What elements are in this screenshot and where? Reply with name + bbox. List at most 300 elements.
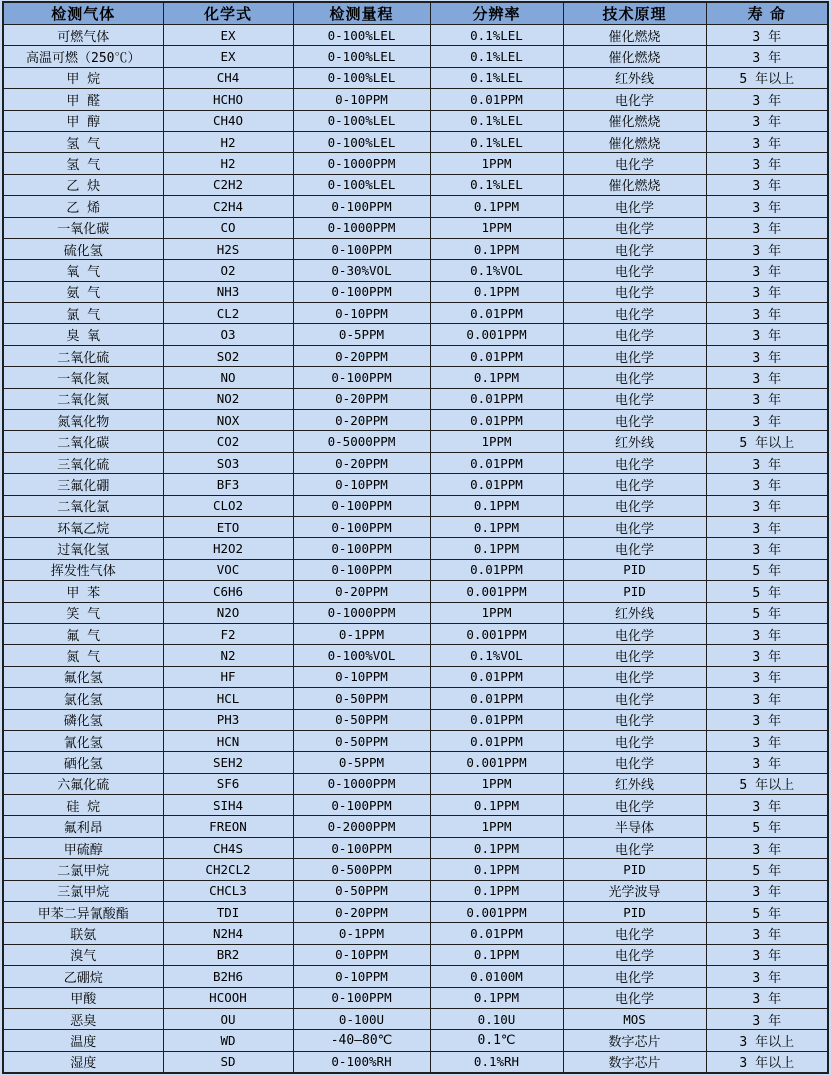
cell-range: 0-100PPM (293, 495, 430, 516)
cell-range: 0-100%RH (293, 1051, 430, 1072)
table-row (3, 196, 828, 217)
cell-formula: H2S (163, 238, 293, 259)
cell-lifespan: 5 年 (706, 602, 828, 623)
table-row (3, 816, 828, 837)
cell-principle: 电化学 (563, 538, 706, 559)
cell-gas: 乙 烯 (3, 196, 163, 217)
cell-resolution: 0.01PPM (430, 923, 563, 944)
cell-principle: PID (563, 581, 706, 602)
cell-range: 0-100PPM (293, 987, 430, 1008)
table-row (3, 730, 828, 751)
cell-principle: PID (563, 859, 706, 880)
cell-principle: 电化学 (563, 623, 706, 644)
cell-principle: 电化学 (563, 452, 706, 473)
cell-resolution: 0.01PPM (430, 345, 563, 366)
cell-resolution: 1PPM (430, 816, 563, 837)
cell-lifespan: 3 年 (706, 752, 828, 773)
column-header-lifespan: 寿 命 (706, 2, 828, 25)
cell-principle: 电化学 (563, 987, 706, 1008)
cell-lifespan: 3 年 (706, 410, 828, 431)
cell-lifespan: 3 年 (706, 303, 828, 324)
gas-sensor-spec-table (2, 1, 829, 1074)
cell-lifespan: 3 年 (706, 538, 828, 559)
cell-range: 0-2000PPM (293, 816, 430, 837)
table-row (3, 944, 828, 965)
cell-formula: O2 (163, 260, 293, 281)
cell-resolution: 0.01PPM (430, 709, 563, 730)
cell-gas: 二氧化硫 (3, 345, 163, 366)
cell-formula: WD (163, 1030, 293, 1051)
cell-range: 0-1000PPM (293, 217, 430, 238)
cell-formula: CH4 (163, 67, 293, 88)
cell-lifespan: 3 年 (706, 131, 828, 152)
cell-range: 0-10PPM (293, 966, 430, 987)
cell-gas: 氯化氢 (3, 688, 163, 709)
column-header-resolution: 分辨率 (430, 2, 563, 25)
cell-principle: 电化学 (563, 730, 706, 751)
cell-range: 0-20PPM (293, 345, 430, 366)
cell-principle: 催化燃烧 (563, 46, 706, 67)
cell-range: 0-100U (293, 1008, 430, 1029)
cell-gas: 氮 气 (3, 645, 163, 666)
cell-range: 0-5PPM (293, 752, 430, 773)
cell-principle: 电化学 (563, 303, 706, 324)
cell-resolution: 0.1%LEL (430, 46, 563, 67)
cell-resolution: 0.1PPM (430, 859, 563, 880)
cell-resolution: 0.1PPM (430, 987, 563, 1008)
cell-formula: HCHO (163, 89, 293, 110)
cell-range: 0-10PPM (293, 303, 430, 324)
cell-gas: 过氧化氢 (3, 538, 163, 559)
cell-lifespan: 3 年 (706, 623, 828, 644)
cell-resolution: 0.01PPM (430, 89, 563, 110)
cell-formula: CH4O (163, 110, 293, 131)
cell-resolution: 0.1%LEL (430, 131, 563, 152)
cell-gas: 乙硼烷 (3, 966, 163, 987)
cell-lifespan: 5 年 (706, 902, 828, 923)
cell-principle: PID (563, 559, 706, 580)
cell-formula: C6H6 (163, 581, 293, 602)
cell-formula: N2O (163, 602, 293, 623)
cell-resolution: 0.1PPM (430, 880, 563, 901)
cell-lifespan: 3 年 (706, 474, 828, 495)
cell-resolution: 0.10U (430, 1008, 563, 1029)
cell-range: 0-10PPM (293, 666, 430, 687)
cell-gas: 氟化氢 (3, 666, 163, 687)
cell-principle: PID (563, 902, 706, 923)
cell-principle: 电化学 (563, 367, 706, 388)
cell-lifespan: 3 年 (706, 880, 828, 901)
cell-gas: 磷化氢 (3, 709, 163, 730)
cell-principle: 催化燃烧 (563, 25, 706, 46)
cell-principle: 电化学 (563, 345, 706, 366)
table-row (3, 581, 828, 602)
cell-formula: CO (163, 217, 293, 238)
cell-range: 0-20PPM (293, 581, 430, 602)
cell-formula: HF (163, 666, 293, 687)
cell-range: 0-50PPM (293, 709, 430, 730)
cell-gas: 氨 气 (3, 281, 163, 302)
cell-lifespan: 3 年 (706, 345, 828, 366)
cell-principle: 电化学 (563, 966, 706, 987)
cell-resolution: 0.01PPM (430, 666, 563, 687)
cell-formula: SIH4 (163, 795, 293, 816)
cell-principle: 电化学 (563, 666, 706, 687)
cell-lifespan: 3 年 (706, 987, 828, 1008)
table-row (3, 238, 828, 259)
cell-lifespan: 5 年 (706, 559, 828, 580)
cell-lifespan: 3 年 (706, 666, 828, 687)
cell-principle: 电化学 (563, 516, 706, 537)
cell-formula: NOX (163, 410, 293, 431)
table-row (3, 859, 828, 880)
column-header-principle: 技术原理 (563, 2, 706, 25)
cell-range: -40—80℃ (293, 1030, 430, 1051)
cell-principle: 电化学 (563, 238, 706, 259)
cell-formula: ETO (163, 516, 293, 537)
cell-lifespan: 5 年以上 (706, 67, 828, 88)
cell-principle: 红外线 (563, 67, 706, 88)
cell-gas: 三氧化硫 (3, 452, 163, 473)
cell-lifespan: 3 年 (706, 196, 828, 217)
table-row (3, 559, 828, 580)
cell-resolution: 0.1PPM (430, 795, 563, 816)
cell-formula: C2H4 (163, 196, 293, 217)
cell-principle: 电化学 (563, 410, 706, 431)
cell-resolution: 0.1%LEL (430, 110, 563, 131)
cell-gas: 甲酸 (3, 987, 163, 1008)
cell-principle: 电化学 (563, 153, 706, 174)
cell-formula: HCL (163, 688, 293, 709)
cell-formula: NO (163, 367, 293, 388)
cell-gas: 二氯甲烷 (3, 859, 163, 880)
table-row (3, 645, 828, 666)
cell-formula: SD (163, 1051, 293, 1072)
cell-formula: H2O2 (163, 538, 293, 559)
cell-gas: 环氧乙烷 (3, 516, 163, 537)
cell-range: 0-100%LEL (293, 67, 430, 88)
table-row (3, 217, 828, 238)
cell-resolution: 0.01PPM (430, 410, 563, 431)
cell-gas: 三氯甲烷 (3, 880, 163, 901)
table-row (3, 46, 828, 67)
table-row (3, 602, 828, 623)
cell-gas: 可燃气体 (3, 25, 163, 46)
cell-gas: 硅 烷 (3, 795, 163, 816)
cell-range: 0-1000PPM (293, 153, 430, 174)
cell-formula: H2 (163, 131, 293, 152)
cell-principle: 电化学 (563, 645, 706, 666)
cell-gas: 甲 烷 (3, 67, 163, 88)
cell-gas: 氢 气 (3, 131, 163, 152)
cell-resolution: 0.1PPM (430, 944, 563, 965)
cell-range: 0-50PPM (293, 880, 430, 901)
cell-gas: 高温可燃（250℃） (3, 46, 163, 67)
cell-principle: 电化学 (563, 324, 706, 345)
table-row (3, 153, 828, 174)
cell-range: 0-100PPM (293, 196, 430, 217)
cell-formula: TDI (163, 902, 293, 923)
cell-formula: B2H6 (163, 966, 293, 987)
table-row (3, 410, 828, 431)
cell-gas: 甲 苯 (3, 581, 163, 602)
cell-lifespan: 5 年 (706, 859, 828, 880)
table-row (3, 923, 828, 944)
cell-range: 0-100%LEL (293, 46, 430, 67)
cell-lifespan: 3 年 (706, 25, 828, 46)
cell-formula: O3 (163, 324, 293, 345)
cell-range: 0-100PPM (293, 559, 430, 580)
cell-resolution: 0.001PPM (430, 324, 563, 345)
cell-lifespan: 3 年 (706, 645, 828, 666)
cell-resolution: 0.001PPM (430, 752, 563, 773)
cell-range: 0-1PPM (293, 923, 430, 944)
cell-lifespan: 3 年 (706, 324, 828, 345)
cell-range: 0-100PPM (293, 281, 430, 302)
cell-resolution: 0.01PPM (430, 388, 563, 409)
table-row (3, 666, 828, 687)
cell-lifespan: 3 年 (706, 153, 828, 174)
cell-lifespan: 3 年 (706, 260, 828, 281)
table-row (3, 987, 828, 1008)
cell-gas: 甲 醛 (3, 89, 163, 110)
cell-principle: 数字芯片 (563, 1030, 706, 1051)
cell-lifespan: 3 年 (706, 795, 828, 816)
table-row (3, 623, 828, 644)
cell-principle: 电化学 (563, 260, 706, 281)
table-row (3, 709, 828, 730)
cell-principle: 电化学 (563, 196, 706, 217)
cell-gas: 二氧化氯 (3, 495, 163, 516)
cell-principle: 电化学 (563, 281, 706, 302)
cell-gas: 联氨 (3, 923, 163, 944)
cell-gas: 笑 气 (3, 602, 163, 623)
cell-formula: H2 (163, 153, 293, 174)
table-row (3, 1030, 828, 1051)
cell-resolution: 0.1%LEL (430, 67, 563, 88)
table-row (3, 516, 828, 537)
cell-range: 0-100PPM (293, 795, 430, 816)
table-row (3, 324, 828, 345)
cell-gas: 氧 气 (3, 260, 163, 281)
cell-gas: 臭 氧 (3, 324, 163, 345)
cell-lifespan: 5 年以上 (706, 431, 828, 452)
cell-gas: 甲苯二异氰酸酯 (3, 902, 163, 923)
cell-lifespan: 3 年以上 (706, 1051, 828, 1072)
cell-resolution: 1PPM (430, 602, 563, 623)
table-row (3, 174, 828, 195)
cell-principle: 电化学 (563, 837, 706, 858)
cell-range: 0-100PPM (293, 837, 430, 858)
cell-principle: 光学波导 (563, 880, 706, 901)
cell-resolution: 0.1PPM (430, 367, 563, 388)
cell-principle: 电化学 (563, 795, 706, 816)
cell-gas: 一氧化氮 (3, 367, 163, 388)
cell-lifespan: 3 年 (706, 388, 828, 409)
cell-formula: FREON (163, 816, 293, 837)
cell-range: 0-50PPM (293, 688, 430, 709)
cell-gas: 硫化氢 (3, 238, 163, 259)
cell-formula: NH3 (163, 281, 293, 302)
cell-range: 0-100PPM (293, 538, 430, 559)
cell-resolution: 0.001PPM (430, 581, 563, 602)
cell-range: 0-100PPM (293, 516, 430, 537)
cell-resolution: 0.01PPM (430, 559, 563, 580)
cell-principle: 催化燃烧 (563, 110, 706, 131)
cell-lifespan: 3 年 (706, 944, 828, 965)
cell-resolution: 0.1%VOL (430, 645, 563, 666)
table-row (3, 837, 828, 858)
cell-range: 0-10PPM (293, 89, 430, 110)
cell-range: 0-500PPM (293, 859, 430, 880)
table-row (3, 388, 828, 409)
cell-principle: 半导体 (563, 816, 706, 837)
cell-range: 0-100%LEL (293, 25, 430, 46)
cell-principle: 电化学 (563, 944, 706, 965)
cell-principle: 电化学 (563, 217, 706, 238)
cell-range: 0-5PPM (293, 324, 430, 345)
table-row (3, 431, 828, 452)
cell-gas: 一氧化碳 (3, 217, 163, 238)
cell-principle: MOS (563, 1008, 706, 1029)
table-row (3, 89, 828, 110)
cell-resolution: 0.1%LEL (430, 25, 563, 46)
cell-principle: 电化学 (563, 688, 706, 709)
cell-principle: 电化学 (563, 709, 706, 730)
cell-gas: 甲 醇 (3, 110, 163, 131)
cell-gas: 二氧化氮 (3, 388, 163, 409)
cell-principle: 电化学 (563, 474, 706, 495)
table-row (3, 67, 828, 88)
cell-principle: 电化学 (563, 752, 706, 773)
cell-formula: N2 (163, 645, 293, 666)
cell-principle: 电化学 (563, 89, 706, 110)
cell-range: 0-10PPM (293, 944, 430, 965)
cell-resolution: 1PPM (430, 153, 563, 174)
cell-formula: OU (163, 1008, 293, 1029)
cell-range: 0-100%LEL (293, 174, 430, 195)
cell-lifespan: 3 年 (706, 923, 828, 944)
table-row (3, 752, 828, 773)
cell-range: 0-100%LEL (293, 110, 430, 131)
cell-gas: 氟 气 (3, 623, 163, 644)
cell-resolution: 0.01PPM (430, 730, 563, 751)
cell-lifespan: 3 年 (706, 495, 828, 516)
cell-formula: CLO2 (163, 495, 293, 516)
cell-gas: 氟利昂 (3, 816, 163, 837)
cell-gas: 温度 (3, 1030, 163, 1051)
cell-principle: 电化学 (563, 388, 706, 409)
table-row (3, 281, 828, 302)
cell-principle: 电化学 (563, 495, 706, 516)
table-row (3, 495, 828, 516)
table-row (3, 1051, 828, 1072)
table-row (3, 538, 828, 559)
cell-formula: N2H4 (163, 923, 293, 944)
cell-lifespan: 3 年 (706, 174, 828, 195)
column-header-gas: 检测气体 (3, 2, 163, 25)
cell-lifespan: 5 年以上 (706, 773, 828, 794)
cell-resolution: 0.1PPM (430, 837, 563, 858)
cell-resolution: 0.1PPM (430, 238, 563, 259)
cell-gas: 挥发性气体 (3, 559, 163, 580)
cell-formula: SO3 (163, 452, 293, 473)
cell-formula: BR2 (163, 944, 293, 965)
cell-range: 0-100PPM (293, 238, 430, 259)
cell-formula: VOC (163, 559, 293, 580)
table-row (3, 452, 828, 473)
cell-lifespan: 3 年以上 (706, 1030, 828, 1051)
cell-formula: F2 (163, 623, 293, 644)
cell-lifespan: 3 年 (706, 46, 828, 67)
cell-formula: CH4S (163, 837, 293, 858)
cell-resolution: 0.1℃ (430, 1030, 563, 1051)
table-row (3, 110, 828, 131)
cell-range: 0-20PPM (293, 410, 430, 431)
cell-gas: 二氧化碳 (3, 431, 163, 452)
cell-gas: 三氟化硼 (3, 474, 163, 495)
cell-gas: 六氟化硫 (3, 773, 163, 794)
cell-formula: CL2 (163, 303, 293, 324)
table-row (3, 902, 828, 923)
cell-resolution: 1PPM (430, 217, 563, 238)
cell-principle: 催化燃烧 (563, 131, 706, 152)
cell-resolution: 0.001PPM (430, 623, 563, 644)
cell-formula: SEH2 (163, 752, 293, 773)
cell-principle: 红外线 (563, 431, 706, 452)
cell-resolution: 0.1PPM (430, 516, 563, 537)
cell-lifespan: 3 年 (706, 966, 828, 987)
cell-formula: CHCL3 (163, 880, 293, 901)
table-row (3, 795, 828, 816)
table-row (3, 25, 828, 46)
cell-lifespan: 5 年 (706, 581, 828, 602)
table-row (3, 773, 828, 794)
cell-formula: C2H2 (163, 174, 293, 195)
cell-range: 0-20PPM (293, 902, 430, 923)
cell-resolution: 0.001PPM (430, 902, 563, 923)
cell-range: 0-20PPM (293, 388, 430, 409)
cell-gas: 硒化氢 (3, 752, 163, 773)
cell-formula: HCOOH (163, 987, 293, 1008)
cell-resolution: 1PPM (430, 431, 563, 452)
table-row (3, 1008, 828, 1029)
cell-lifespan: 3 年 (706, 89, 828, 110)
cell-formula: EX (163, 46, 293, 67)
cell-lifespan: 3 年 (706, 238, 828, 259)
table-row (3, 345, 828, 366)
cell-formula: NO2 (163, 388, 293, 409)
cell-lifespan: 3 年 (706, 110, 828, 131)
cell-formula: BF3 (163, 474, 293, 495)
cell-formula: CO2 (163, 431, 293, 452)
cell-resolution: 0.1PPM (430, 538, 563, 559)
cell-formula: EX (163, 25, 293, 46)
cell-gas: 恶臭 (3, 1008, 163, 1029)
cell-lifespan: 5 年 (706, 816, 828, 837)
cell-formula: SO2 (163, 345, 293, 366)
cell-resolution: 0.1%LEL (430, 174, 563, 195)
cell-resolution: 0.01PPM (430, 303, 563, 324)
cell-lifespan: 3 年 (706, 837, 828, 858)
cell-resolution: 0.01PPM (430, 452, 563, 473)
cell-gas: 溴气 (3, 944, 163, 965)
cell-range: 0-100PPM (293, 367, 430, 388)
cell-range: 0-1000PPM (293, 773, 430, 794)
cell-formula: SF6 (163, 773, 293, 794)
cell-principle: 红外线 (563, 773, 706, 794)
header-row (3, 2, 828, 25)
